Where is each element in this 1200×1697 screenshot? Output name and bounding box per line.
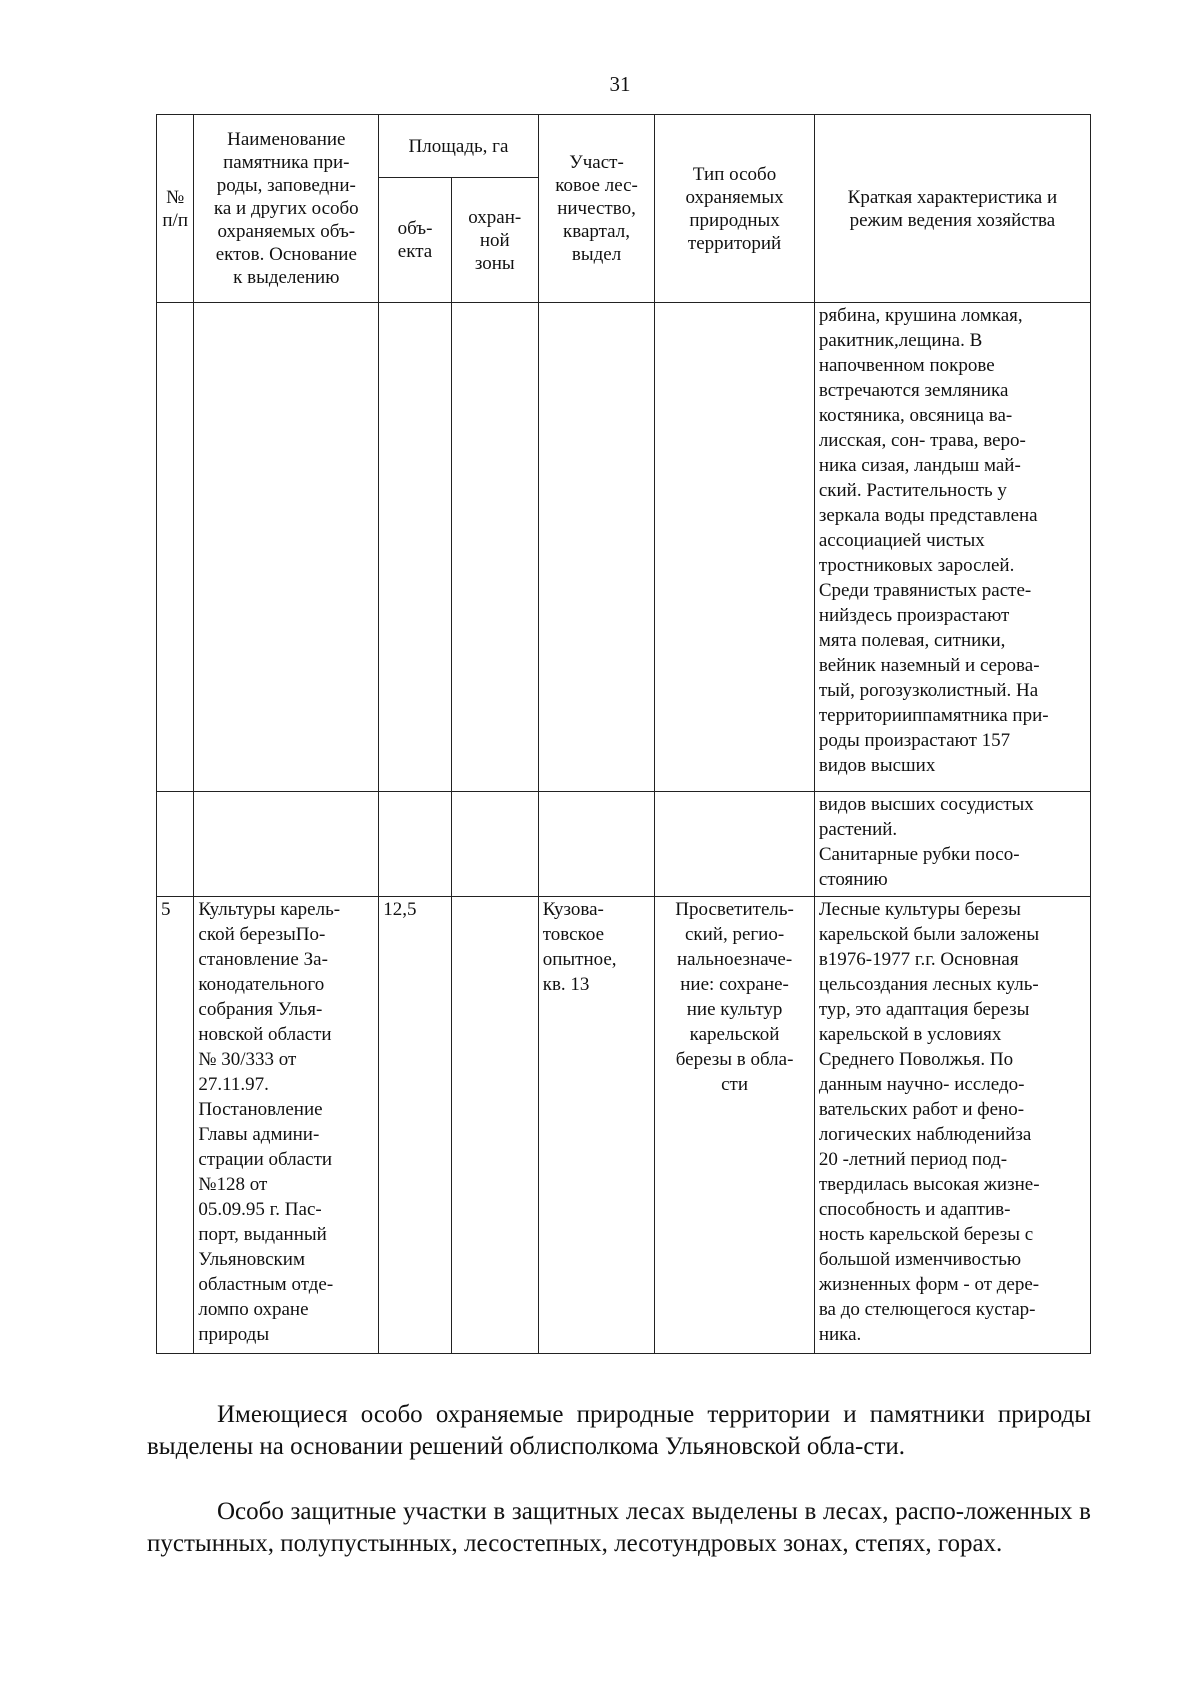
- table-row: [157, 897, 1091, 1354]
- header-description: Краткая характеристика и режим ведения хозяйства: [814, 115, 1090, 303]
- header-forestry: Участ- ковое лес- ничество, квартал, выдел: [538, 115, 655, 303]
- cell-forestry: [538, 792, 655, 897]
- header-area: Площадь, га: [379, 115, 539, 178]
- cell-forestry: Кузова- товское опытное, кв. 13: [538, 897, 655, 1354]
- cell-name: [194, 792, 379, 897]
- table-row: [157, 303, 1091, 792]
- header-area-zone: охран- ной зоны: [451, 178, 538, 303]
- cell-description: видов высших сосудистых растений. Санитарные рубки посо- стоянию: [814, 792, 1090, 897]
- cell-name: Культуры карель- ской березыПо- становление За- конодательного собрания Улья- новской области № 30/333 от 27.11.97. Постановление Главы админи- страции области №128 от 05.09.95 г. Пас- порт, выданный Ульяновским областным отде- ломпо охране природы: [194, 897, 379, 1354]
- cell-num: 5: [157, 897, 194, 1354]
- cell-name: [194, 303, 379, 792]
- page-number: 31: [609, 72, 631, 96]
- cell-area-object: [379, 303, 452, 792]
- paragraph-text: Имеющиеся особо охраняемые природные территории и памятники природы выделены на основании решений облисполкома Ульяновской обла-сти.: [147, 1401, 1091, 1460]
- cell-description: Лесные культуры березы карельской были заложены в1976-1977 г.г. Основная цельсоздания лесных куль- тур, это адаптация березы карельской в условиях Среднего Поволжья. По данным научно- исследо- вательских работ и фено- логических наблюденийза 20 -летний период под- твердилась высокая жизне- способность и адаптив- ность карельской березы с большой изменчивостью жизненных форм - от дере- ва до стелющегося кустар- ника.: [814, 897, 1090, 1354]
- protected-areas-table: [156, 114, 1091, 1354]
- cell-area-zone: [451, 897, 538, 1354]
- cell-area-zone: [451, 303, 538, 792]
- cell-area-object: [379, 792, 452, 897]
- cell-description: рябина, крушина ломкая, ракитник,лещина. В напочвенном покрове встречаются земляника костяника, овсяница ва- лисская, сон- трава, веро- ника сизая, ландыш май- ский. Растительность у зеркала воды представлена ассоциацией чистых тростниковых зарослей. Среди травянистых расте- нийздесь произрастают мята полевая, ситники, вейник наземный и серова- тый, рогозузколистный. На территорииппамятника при- роды произрастают 157 видов высших: [814, 303, 1090, 792]
- paragraph-protected-territories: [147, 1399, 1091, 1463]
- table-row: [157, 792, 1091, 897]
- cell-forestry: [538, 303, 655, 792]
- cell-num: [157, 303, 194, 792]
- header-type: Тип особо охраняемых природных территорий: [655, 115, 815, 303]
- paragraph-protective-areas: [147, 1496, 1091, 1560]
- header-area-object: объ- екта: [379, 178, 452, 303]
- cell-type: [655, 792, 815, 897]
- cell-type: [655, 303, 815, 792]
- cell-area-object: 12,5: [379, 897, 452, 1354]
- cell-area-zone: [451, 792, 538, 897]
- header-row: [157, 115, 1091, 178]
- header-name: Наименование памятника при- роды, заповедни- ка и других особо охраняемых объ- ектов. Основание к выделению: [194, 115, 379, 303]
- cell-type: Просветитель- ский, регио- нальноезначе- ние: сохране- ние культур карельской березы в обла- сти: [655, 897, 815, 1354]
- cell-num: [157, 792, 194, 897]
- header-num: № п/п: [157, 115, 194, 303]
- paragraph-text: Особо защитные участки в защитных лесах выделены в лесах, распо-ложенных в пустынных, полупустынных, лесостепных, лесотундровых зонах, степях, горах.: [147, 1498, 1091, 1557]
